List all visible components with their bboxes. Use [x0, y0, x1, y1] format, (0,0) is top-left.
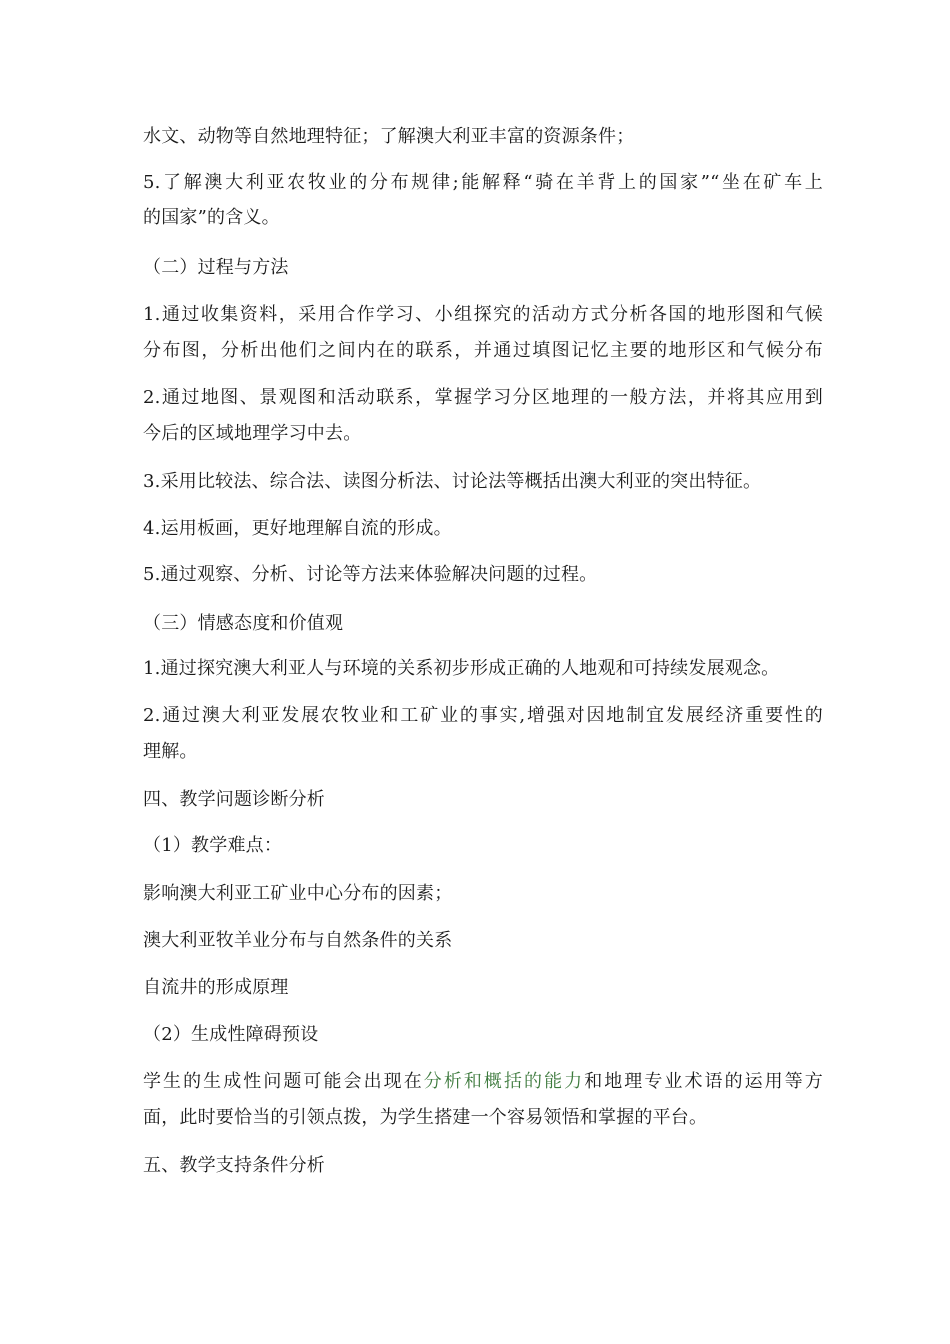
section-heading: 五、教学支持条件分析 — [143, 1155, 325, 1176]
text-line: 4.运用板画，更好地理解自流的形成。 — [143, 518, 452, 539]
text-line: 5.通过观察、分析、讨论等方法来体验解决问题的过程。 — [143, 564, 598, 585]
paragraph-line — [143, 1070, 823, 1094]
text-line: 自流井的形成原理 — [143, 977, 289, 998]
subsection-heading: （2）生成性障碍预设 — [143, 1024, 319, 1045]
text-line: 面，此时要恰当的引领点拨，为学生搭建一个容易领悟和掌握的平台。 — [143, 1107, 708, 1128]
text-line: 1.通过收集资料，采用合作学习、小组探究的活动方式分析各国的地形图和气候 — [143, 304, 823, 325]
text-line: 1.通过探究澳大利亚人与环境的关系初步形成正确的人地观和可持续发展观念。 — [143, 658, 780, 679]
section-heading: 四、教学问题诊断分析 — [143, 789, 325, 810]
text-line: 5.了解澳大利亚农牧业的分布规律;能解释“骑在羊背上的国家”“坐在矿车上 — [143, 172, 823, 193]
text-line: 澳大利亚牧羊业分布与自然条件的关系 — [143, 930, 453, 951]
text-line: 今后的区域地理学习中去。 — [143, 423, 362, 444]
text-line: 2.通过澳大利亚发展农牧业和工矿业的事实,增强对因地制宜发展经济重要性的 — [143, 705, 823, 726]
text-line: 影响澳大利亚工矿业中心分布的因素； — [143, 883, 453, 904]
text-line: 的国家”的含义。 — [143, 207, 280, 228]
text-line: 2.通过地图、景观图和活动联系，掌握学习分区地理的一般方法，并将其应用到 — [143, 387, 823, 408]
text-line: 水文、动物等自然地理特征；了解澳大利亚丰富的资源条件； — [143, 126, 635, 147]
text-run: 学生的生成性问题可能会出现在 — [143, 1071, 424, 1092]
text-run: 和地理专业术语的运用等方 — [584, 1071, 823, 1092]
text-line: 理解。 — [143, 741, 198, 762]
highlighted-text: 分析和概括的能力 — [423, 1071, 585, 1092]
subsection-heading: （二）过程与方法 — [143, 257, 289, 278]
subsection-heading: （三）情感态度和价值观 — [143, 613, 344, 634]
text-line: 3.采用比较法、综合法、读图分析法、讨论法等概括出澳大利亚的突出特征。 — [143, 471, 762, 492]
text-line: 分布图，分析出他们之间内在的联系，并通过填图记忆主要的地形区和气候分布 — [143, 340, 823, 361]
subsection-heading: （1）教学难点： — [143, 835, 283, 856]
